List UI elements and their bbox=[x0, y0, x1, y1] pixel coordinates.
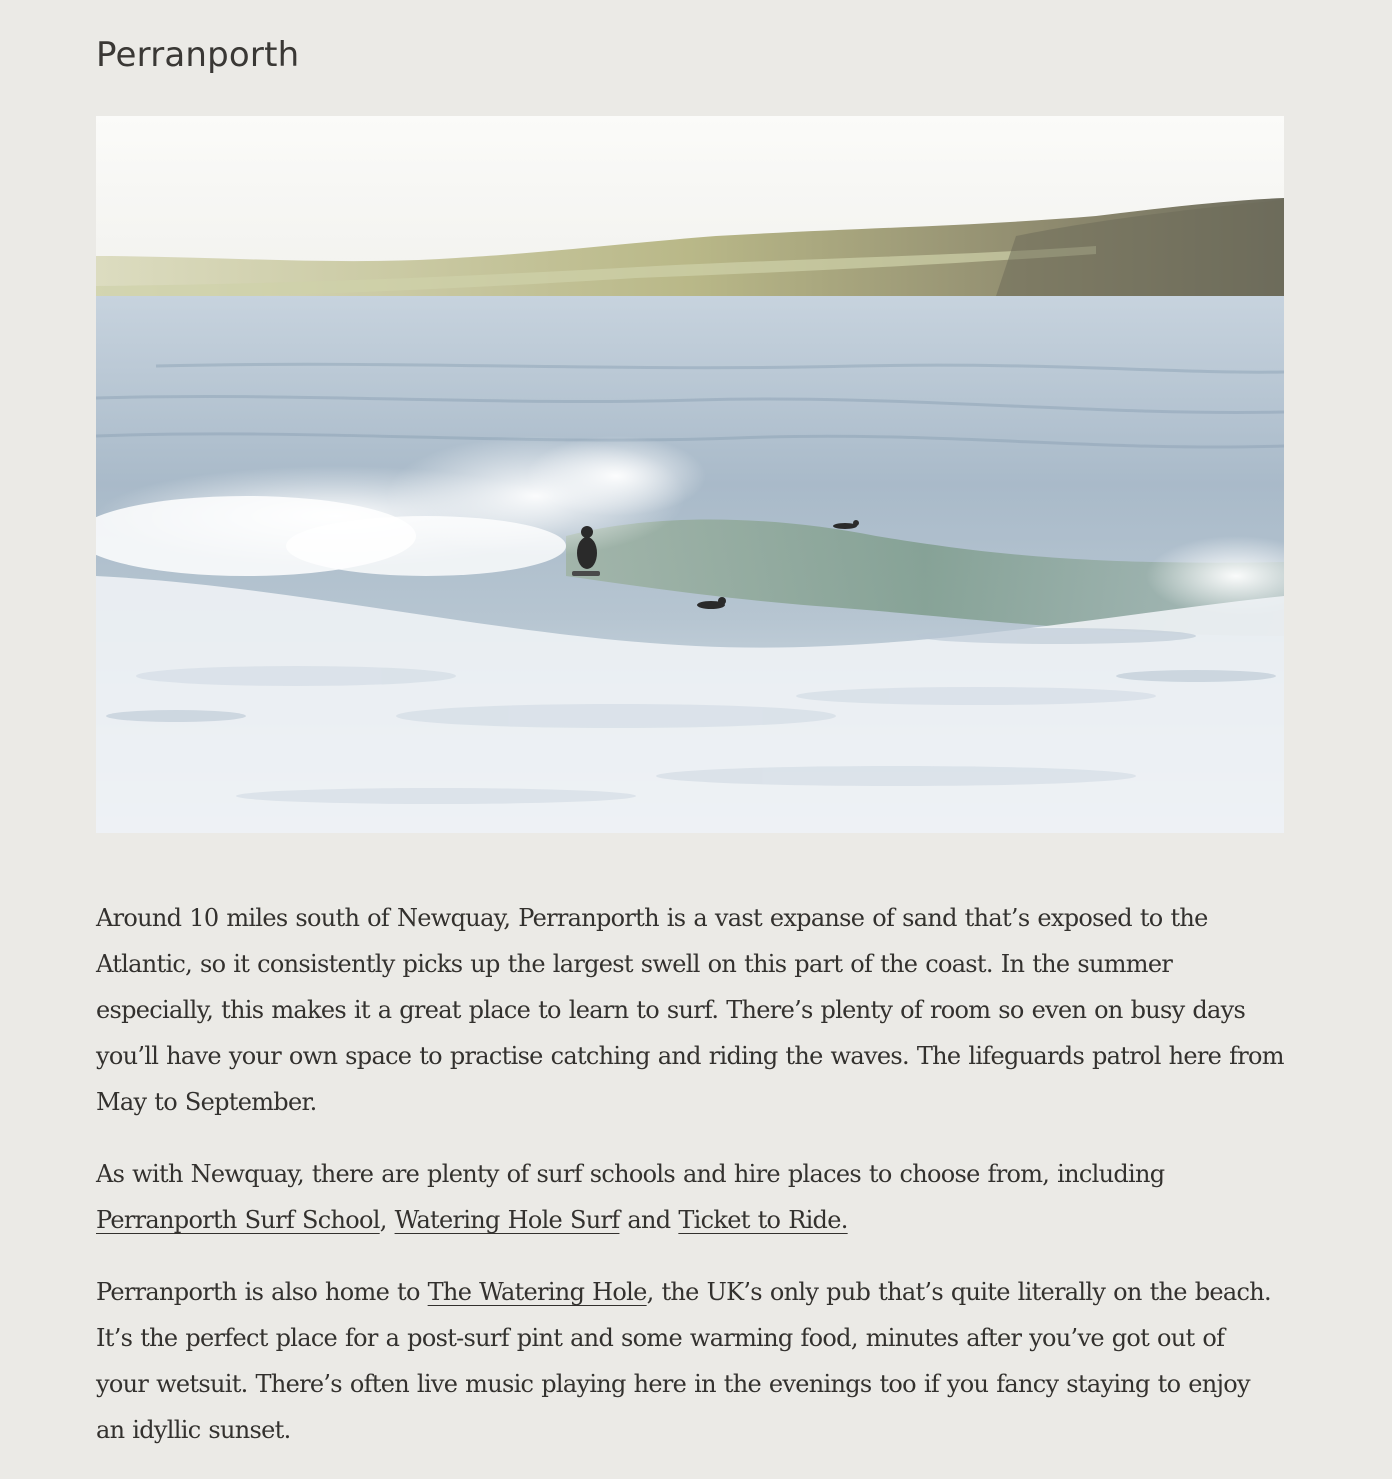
paragraph-text: and bbox=[619, 1206, 679, 1234]
paragraph-watering-hole bbox=[96, 1269, 1284, 1453]
perranporth-surf-school-link[interactable]: Perranporth Surf School bbox=[96, 1206, 380, 1234]
the-watering-hole-link[interactable]: The Watering Hole bbox=[427, 1278, 647, 1306]
section-heading: Perranporth bbox=[96, 35, 300, 75]
surf-photo bbox=[96, 116, 1284, 833]
paragraph-text: , the UK’s only pub that’s quite literally on the beach. It’s the perfect place for a post-surf pint and some warming food, minutes after you’ve got out of your wetsuit. There’s often live music playing here in the evenings too if you fancy staying to enjoy an idyllic sunset. bbox=[96, 1278, 1271, 1444]
paragraph-text: Perranporth is also home to bbox=[96, 1278, 428, 1306]
ticket-to-ride-link[interactable]: Ticket to Ride. bbox=[678, 1206, 848, 1234]
paragraph-surf-schools bbox=[96, 1151, 1284, 1243]
article bbox=[96, 0, 1284, 1444]
article-body bbox=[96, 895, 1284, 1479]
paragraph-text: , bbox=[379, 1206, 395, 1234]
paragraph-intro: Around 10 miles south of Newquay, Perranporth is a vast expanse of sand that’s exposed to the Atlantic, so it consistently picks up the largest swell on this part of the coast. In the summer especially, this makes it a great place to learn to surf. There’s plenty of room so even on busy days you’ll have your own space to practise catching and riding the waves. The lifeguards patrol here from May to September. bbox=[96, 904, 1284, 1116]
paragraph-text: As with Newquay, there are plenty of surf schools and hire places to choose from, including bbox=[96, 1160, 1165, 1188]
watering-hole-surf-link[interactable]: Watering Hole Surf bbox=[394, 1206, 620, 1234]
